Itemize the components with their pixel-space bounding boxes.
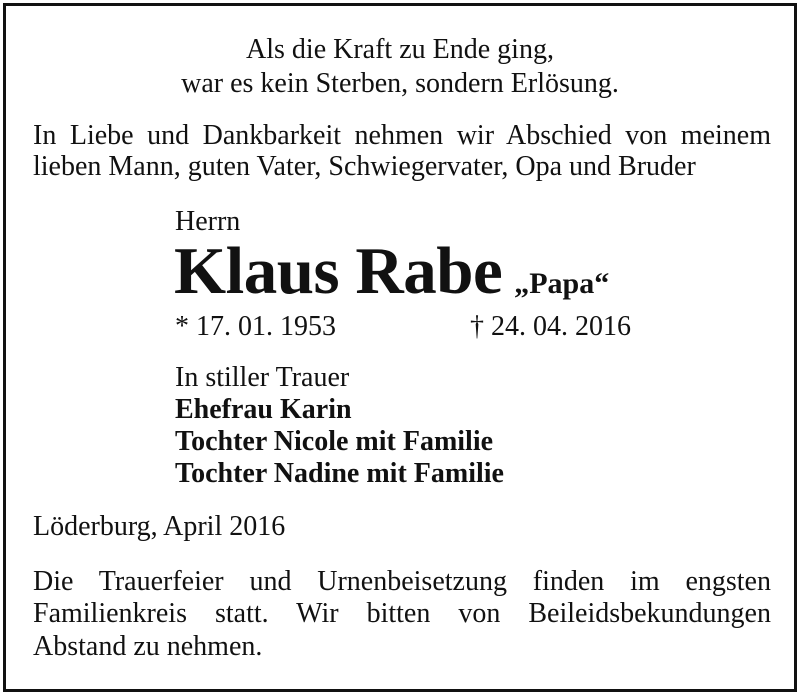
mourner-name: Tochter Nicole mit Familie	[175, 426, 494, 457]
mourner-name: Tochter Nadine mit Familie	[175, 458, 504, 489]
quote-line-2: war es kein Sterben, sondern Erlösung.	[181, 68, 619, 99]
deceased-nickname: „Papa“	[514, 267, 610, 300]
mourners-heading: In stiller Trauer	[175, 362, 350, 393]
death-date: † 24. 04. 2016	[470, 311, 631, 342]
deceased-name-row	[174, 234, 610, 308]
notice-line-2: Familienkreis statt. Wir bitten von Beileidsbekundungen	[33, 600, 771, 629]
birth-date: * 17. 01. 1953	[175, 311, 336, 342]
intro-line-1: In Liebe und Dankbarkeit nehmen wir Abschied von meinem	[33, 122, 771, 151]
salutation: Herrn	[175, 206, 241, 237]
intro-line-2: lieben Mann, guten Vater, Schwiegervater, Opa und Bruder	[33, 151, 696, 182]
deceased-name: Klaus Rabe	[174, 234, 503, 308]
quote-line-1: Als die Kraft zu Ende ging,	[246, 34, 554, 65]
notice-line-3: Abstand zu nehmen.	[33, 631, 263, 662]
place-date: Löderburg, April 2016	[33, 511, 286, 542]
mourner-name: Ehefrau Karin	[175, 394, 352, 425]
notice-line-1: Die Trauerfeier und Urnenbeisetzung finden im engsten	[33, 568, 771, 597]
